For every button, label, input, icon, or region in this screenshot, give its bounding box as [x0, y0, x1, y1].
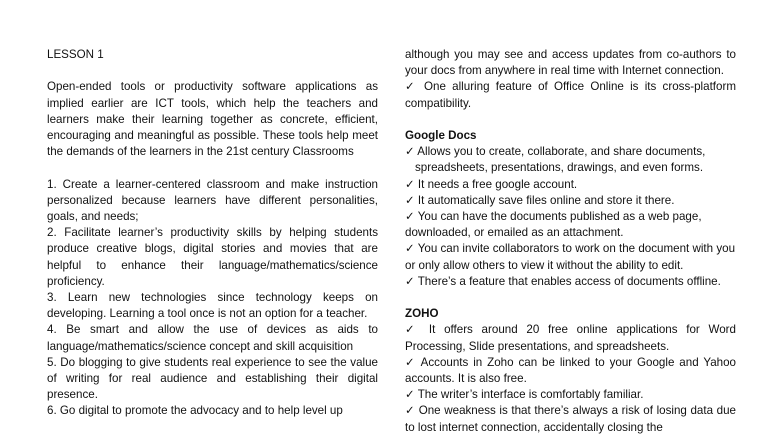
google-docs-bullet: ✓ Allows you to create, collaborate, and share documents,: [405, 145, 706, 159]
google-docs-bullet: ✓ You can have the documents published as a web page, downloaded, or emailed as an attachment.: [405, 210, 702, 240]
google-docs-bullet: ✓ It needs a free google account.: [405, 177, 578, 191]
zoho-bullet: ✓ It offers around 20 free online applications for Word Processing, Slide presentations, and spreadsheets.: [405, 323, 736, 353]
google-docs-bullet: ✓ You can invite collaborators to work on the document with you or only allow others to view it without the ability to edit.: [405, 242, 736, 272]
zoho-bullet: ✓ The writer’s interface is comfortably familiar.: [405, 388, 644, 402]
list-item: 5. Do blogging to give students real experience to see the value of writing for real audience and establishing their digital presence.: [47, 355, 378, 402]
list-item: 6. Go digital to promote the advocacy and to help level up: [47, 404, 343, 418]
google-docs-bullet: ✓ There’s a feature that enables access of documents offline.: [405, 274, 721, 288]
google-docs-bullet-continued: spreadsheets, presentations, drawings, and even forms.: [415, 161, 704, 175]
list-item: 1. Create a learner-centered classroom and make instruction personalized because learners have different personalities, goals, and needs;: [47, 177, 378, 223]
lesson-title: LESSON 1: [47, 48, 104, 61]
zoho-heading: ZOHO: [405, 307, 439, 321]
right-column: [405, 47, 736, 436]
google-docs-bullet: ✓ It automatically save files online and store it there.: [405, 193, 675, 207]
office-online-continued: although you may see and access updates from co-authors to your docs from anywhere in real time with Internet connection.: [405, 48, 736, 78]
office-online-bullet: ✓ One alluring feature of Office Online is its cross-platform compatibility.: [405, 80, 736, 110]
google-docs-heading: Google Docs: [405, 129, 477, 142]
left-column: [47, 0, 378, 420]
intro-paragraph: Open-ended tools or productivity software applications as implied earlier are ICT tools, which help the teachers and learners make their learning together as concrete, efficient, encouraging and meaningful as possible. These tools help meet the demands of the learners in the 21st century Classrooms: [47, 80, 378, 159]
list-item: 4. Be smart and allow the use of devices as aids to language/mathematics/science concept and skill acquisition: [47, 323, 378, 353]
zoho-bullet: ✓ Accounts in Zoho can be linked to your Google and Yahoo accounts. It is also free.: [405, 355, 736, 386]
list-item: 2. Facilitate learner’s productivity skills by helping students produce creative blogs, digital stories and movies that are helpful to enhance their language/mathematics/science proficiency.: [47, 226, 378, 288]
list-item: 3. Learn new technologies since technology keeps on developing. Learning a tool once is not an option for a teacher.: [47, 291, 378, 321]
zoho-bullet: ✓ One weakness is that there’s always a risk of losing data due to lost internet connection, accidentally closing the: [405, 404, 736, 434]
